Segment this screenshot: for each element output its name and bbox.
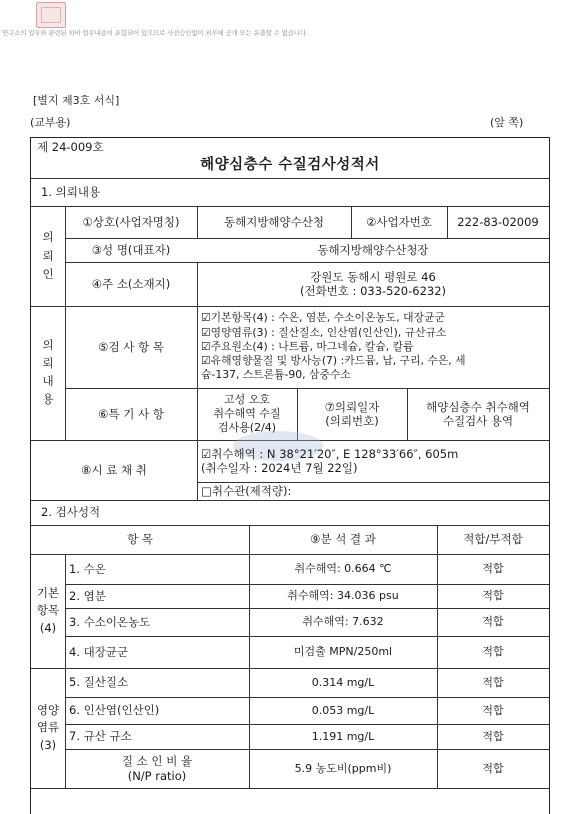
table-row-result: 0.053 mg/L (311, 703, 375, 717)
sampling-date: (취수일자 : 2024년 7월 22일) (201, 461, 358, 475)
results-header-pass: 적합/부적합 (463, 532, 523, 547)
test-item-nutrients: ☑영양염류(3) : 질산질소, 인산염(인산인), 규산규소 (201, 325, 447, 339)
table-row-pass: 적합 (482, 562, 504, 576)
request-date-value: 해양심층수 취수해역 수질검사 용역 (426, 399, 530, 428)
company-name-label: ①상호(사업자명칭) (82, 214, 180, 229)
test-item-basic: ☑기본항목(4) : 수온, 염분, 수소이온농도, 대장균군 (201, 311, 445, 325)
confidentiality-notice: 연구소의 업무와 관련된 외비 업무내용이 포함되어 있으므로 사전승인없이 외부에 공개 또는 유출할 수 없습니다. (2, 29, 308, 37)
document-number: 제 24-009호 (37, 139, 104, 154)
representative-label: ③성 명(대표자) (91, 242, 171, 257)
basic-group-label: 기본 항목 (4) (36, 586, 60, 635)
address-text: 강원도 동해시 평원로 46 (310, 269, 436, 284)
copy-type: (교부용) (30, 116, 71, 129)
table-row-result: 1.191 mg/L (311, 729, 375, 743)
test-item-elements: ☑주요원소(4) : 나트륨, 마그네슘, 칼슘, 칼륨 (201, 339, 414, 353)
official-seal-stamp (36, 2, 66, 28)
address-label: ④주 소(소재지) (91, 276, 171, 291)
form-reference: [별지 제3호 서식] (33, 94, 120, 107)
business-number-label: ②사업자번호 (366, 214, 432, 229)
table-row-name: 7. 규산 규소 (69, 729, 132, 744)
sampling-label: ⑧시 료 채 취 (81, 462, 147, 477)
company-name-value: 동해지방해양수산청 (224, 214, 324, 229)
test-item-hazardous-cont: 슘-137, 스트론튬-90, 삼중수소 (201, 368, 351, 382)
table-row-result: 취수해역: 7.632 (302, 615, 384, 629)
table-row-result: 0.314 mg/L (311, 675, 375, 689)
document-title: 해양심층수 수질검사성적서 (200, 156, 380, 173)
np-ratio-pass: 적합 (482, 761, 504, 775)
table-row-pass: 적합 (482, 645, 504, 659)
table-row-name: 5. 질산질소 (69, 675, 129, 690)
table-row-pass: 적합 (482, 615, 504, 629)
section-results-heading: 2. 검사성적 (41, 505, 101, 520)
table-row-name: 2. 염분 (69, 588, 106, 603)
client-group-label: 의 뢰 인 (42, 230, 54, 282)
np-ratio-result: 5.9 농도비(ppm비) (294, 761, 392, 775)
nutrients-group-label: 영양 염류 (3) (36, 703, 60, 752)
test-items-label: ⑤검 사 항 목 (98, 339, 164, 354)
results-header-item: 항 목 (127, 532, 153, 547)
table-row-pass: 적합 (482, 703, 504, 717)
results-header-result: ⑨분 석 결 과 (310, 532, 376, 547)
business-number-value: 222-83-02009 (457, 214, 539, 229)
sampling-area (197, 440, 549, 482)
table-row-pass: 적합 (482, 675, 504, 689)
test-item-hazardous: ☑유해영향물질 및 방사능(7) :카드뮴, 납, 구리, 수은, 세 (201, 354, 466, 368)
sampling-pipe: □취수관(제적량): (201, 483, 292, 498)
table-row-result: 미검출 MPN/250ml (293, 645, 393, 659)
table-row-result: 취수해역: 34.036 psu (287, 589, 399, 603)
page-side: (앞 쪽) (490, 116, 524, 129)
np-ratio-name: 질 소 인 비 율 (N/P ratio) (121, 754, 193, 783)
section-request-heading: 1. 의뢰내용 (41, 184, 101, 199)
address-value (197, 262, 549, 306)
table-row-name: 4. 대장균군 (69, 644, 129, 659)
table-row-name: 3. 수소이온농도 (69, 614, 151, 629)
table-row-pass: 적합 (482, 729, 504, 743)
table-row-name: 6. 인산염(인산인) (69, 703, 160, 718)
table-row-result: 취수해역: 0.664 ℃ (294, 562, 392, 576)
representative-value: 동해지방해양수산청장 (317, 242, 429, 257)
sampling-coordinates: ☑취수해역 : N 38°21′20″, E 128°33′66″, 605m (201, 446, 459, 461)
request-date-label: ⑦의뢰일자 (의뢰번호) (324, 399, 380, 428)
special-notes-label: ⑥특 기 사 항 (98, 406, 164, 421)
request-group-label: 의 뢰 내 용 (42, 338, 54, 406)
table-row-name: 1. 수온 (69, 561, 106, 576)
phone-text: (전화번호 : 033-520-6232) (299, 284, 447, 298)
report-form (30, 137, 550, 814)
special-notes-value: 고성 오호 취수해역 수질 검사용(2/4) (213, 393, 281, 434)
test-items-list (197, 306, 549, 388)
table-row-pass: 적합 (482, 589, 504, 603)
